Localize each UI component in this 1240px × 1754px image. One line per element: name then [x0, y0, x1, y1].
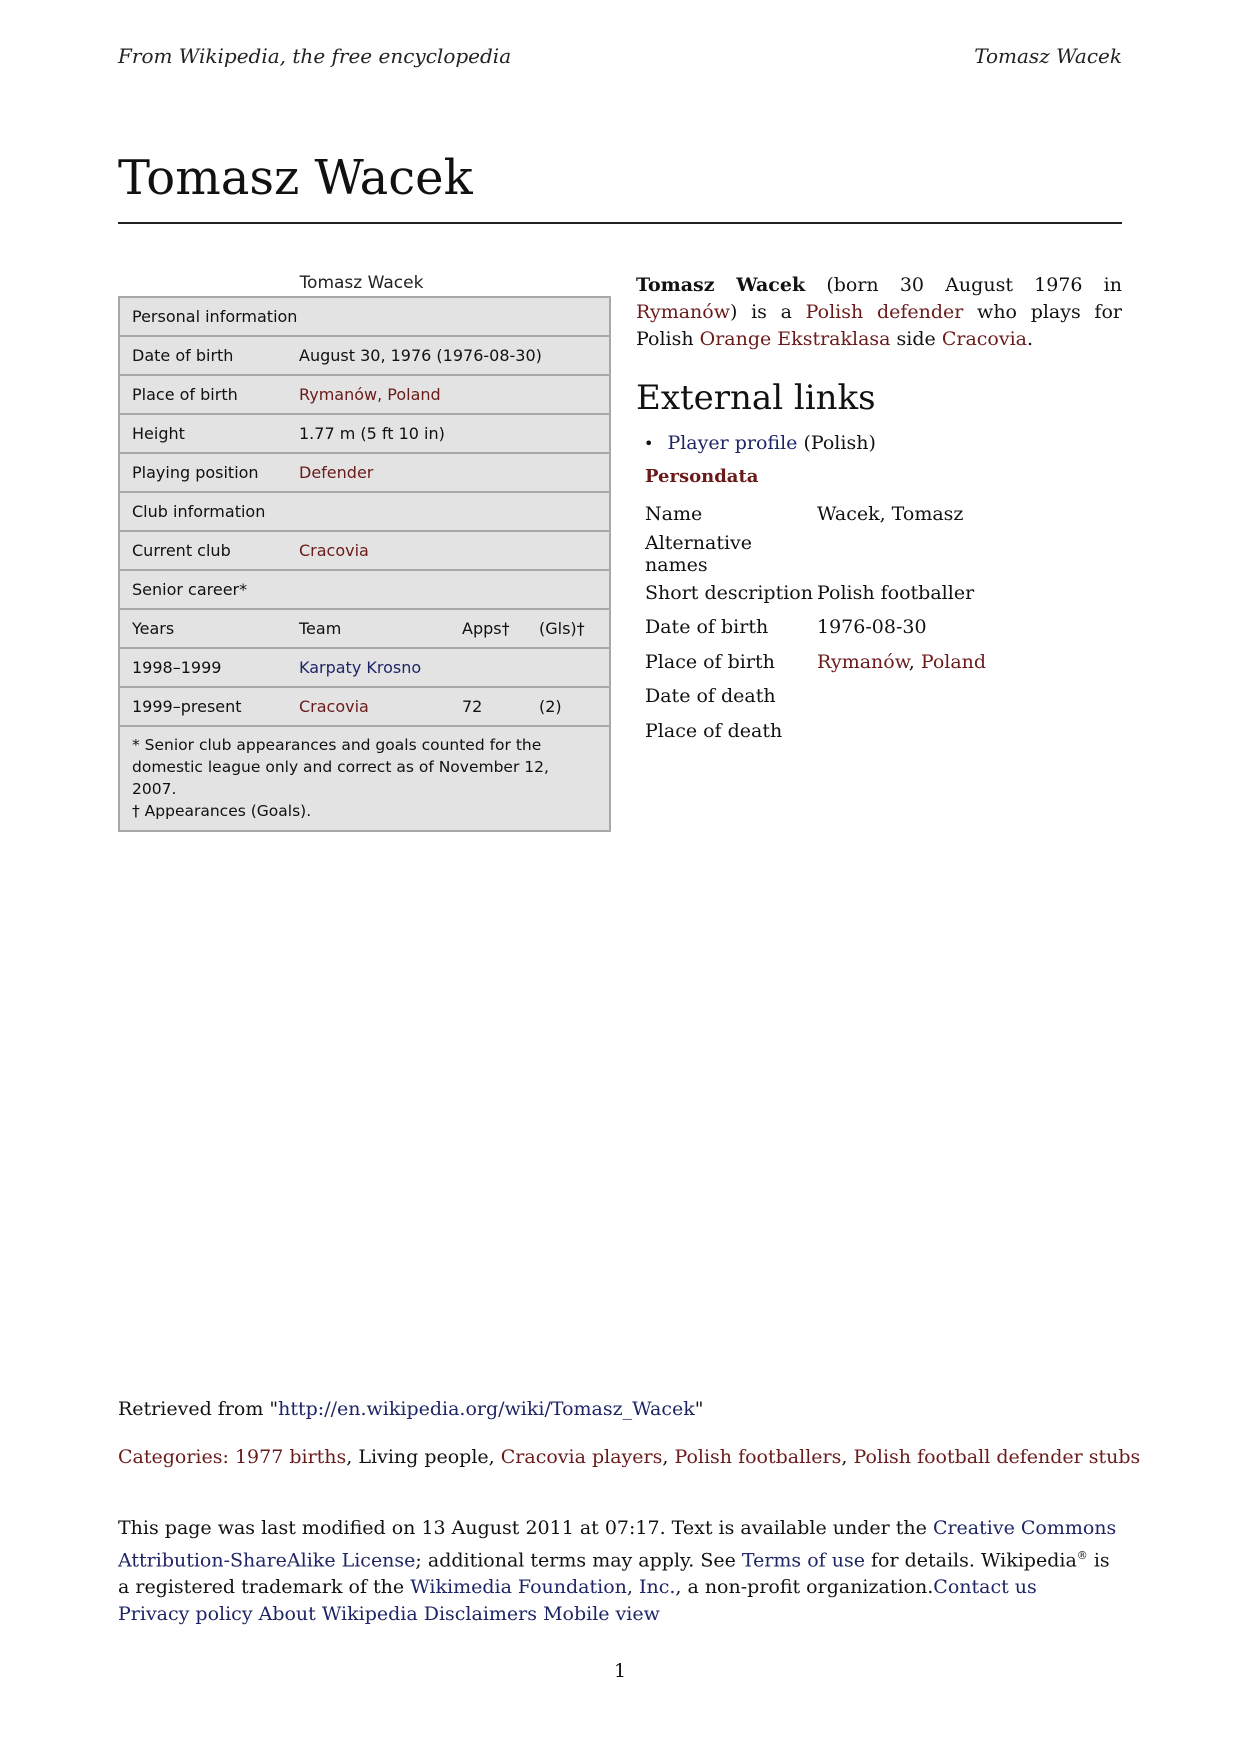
persondata-value: Polish footballer [817, 581, 975, 604]
career-years: 1998–1999 [132, 658, 222, 677]
running-header [118, 44, 1122, 68]
infobox-personal-header: Personal information [119, 297, 610, 336]
lead-text: side [890, 328, 942, 350]
career-apps: 72 [462, 697, 483, 716]
lead-league-link[interactable]: Orange Ekstraklasa [699, 328, 891, 350]
infobox-row-pob [119, 375, 610, 414]
category-sep: , [662, 1446, 675, 1468]
lead-text: (born 30 August 1976 in [805, 274, 1122, 296]
persondata-value: 1976-08-30 [817, 616, 927, 639]
wikimedia-foundation-link[interactable]: Wikimedia Foundation, Inc. [410, 1576, 676, 1599]
infobox-row-club-header [119, 492, 610, 531]
infobox-table [118, 296, 611, 832]
infobox-pob-country-link[interactable]: Poland [387, 385, 441, 404]
career-col-gls: (Gls)† [539, 619, 585, 638]
license-link[interactable]: Creative Commons Attribution-ShareAlike License [118, 1517, 1117, 1572]
table-row [645, 679, 986, 714]
legal-text: This page was last modified on 13 August 2011 at 07:17. Text is available under the [118, 1517, 933, 1539]
career-team-link[interactable]: Cracovia [299, 697, 369, 716]
career-gls: (2) [539, 697, 562, 716]
external-links-list [644, 432, 876, 454]
infobox-row-dob [119, 336, 610, 375]
infobox-row-career-columns [119, 609, 610, 648]
infobox-pob-label: Place of birth [119, 375, 287, 414]
lead-text: who plays for Polish [636, 301, 1122, 350]
page-title: Tomasz Wacek [118, 150, 473, 206]
persondata-key: Name [645, 503, 703, 526]
lead-paragraph [636, 272, 1122, 353]
category-link[interactable]: Polish football defender stubs [853, 1446, 1141, 1468]
table-row [645, 497, 986, 532]
infobox-footnote [119, 726, 610, 831]
infobox-position-link[interactable]: Defender [299, 463, 374, 482]
header-article-title: Tomasz Wacek [974, 44, 1122, 68]
category-link[interactable]: Polish footballers [674, 1446, 842, 1468]
category-link[interactable]: Living people [358, 1446, 489, 1468]
legal-text: is a registered trademark of the [118, 1549, 1110, 1599]
persondata-key: Alternative names [645, 531, 753, 576]
infobox-row-position [119, 453, 610, 492]
table-row [645, 610, 986, 645]
lead-defender-link[interactable]: Polish defender [805, 301, 964, 323]
retrieved-from [118, 1398, 703, 1420]
persondata-value [817, 679, 986, 714]
external-links-heading: External links [636, 378, 876, 418]
title-divider [118, 222, 1122, 224]
header-source: From Wikipedia, the free encyclopedia [118, 44, 512, 68]
table-row [645, 645, 986, 680]
disclaimers-link[interactable]: Disclaimers [423, 1603, 538, 1626]
category-sep: , [841, 1446, 854, 1468]
page-number: 1 [613, 1660, 627, 1682]
retrieved-prefix: Retrieved from " [118, 1398, 279, 1420]
categories-colon: : [222, 1446, 235, 1468]
persondata-town-link[interactable]: Rymanów [817, 650, 909, 673]
persondata-heading: Persondata [645, 466, 759, 487]
table-row [645, 576, 986, 611]
table-row [645, 714, 986, 749]
infobox-row-senior-header [119, 570, 610, 609]
career-years: 1999–present [132, 697, 242, 716]
career-row-2 [120, 689, 609, 724]
about-wikipedia-link[interactable]: About Wikipedia [258, 1603, 418, 1626]
infobox-pob-sep: , [377, 385, 388, 404]
lead-text: . [1027, 328, 1034, 350]
persondata-value: Wacek, Tomasz [817, 503, 964, 526]
categories-bar [118, 1446, 1140, 1468]
career-column-headers [120, 611, 609, 646]
persondata-country-link[interactable]: Poland [920, 650, 987, 673]
infobox-current-club-link[interactable]: Cracovia [299, 541, 369, 560]
list-item [644, 432, 876, 454]
persondata-table [645, 497, 986, 748]
lead-subject-name: Tomasz Wacek [636, 274, 806, 296]
infobox-current-club-value [287, 531, 610, 570]
legal-notice [118, 1515, 1122, 1628]
infobox-position-value [287, 453, 610, 492]
career-team-link[interactable]: Karpaty Krosno [299, 658, 422, 677]
lead-text: ) is a [730, 301, 806, 323]
infobox-position-label: Playing position [119, 453, 287, 492]
infobox-caption: Tomasz Wacek [299, 273, 424, 293]
legal-text: , a non-profit organization. [675, 1576, 934, 1599]
infobox-club-header: Club information [119, 492, 610, 531]
table-row [119, 687, 610, 726]
contact-us-link[interactable]: Contact us [933, 1576, 1037, 1599]
career-col-apps: Apps† [462, 619, 510, 638]
infobox-row-height [119, 414, 610, 453]
player-profile-language: (Polish) [797, 432, 876, 454]
legal-text: for details. Wikipedia [864, 1549, 1077, 1572]
infobox-row-footnote [119, 726, 610, 831]
infobox-senior-header: Senior career* [119, 570, 610, 609]
infobox-row-current-club [119, 531, 610, 570]
registered-mark: ® [1076, 1549, 1088, 1562]
persondata-key: Short description [645, 581, 813, 604]
persondata-value [817, 532, 986, 576]
table-row [119, 648, 610, 687]
persondata-key: Place of birth [645, 650, 775, 673]
persondata-key: Place of death [645, 719, 783, 742]
infobox-current-club-label: Current club [119, 531, 287, 570]
table-row [645, 532, 986, 576]
terms-of-use-link[interactable]: Terms of use [741, 1549, 865, 1572]
persondata-value [817, 645, 986, 680]
retrieved-url-link[interactable]: http://en.wikipedia.org/wiki/Tomasz_Wacek [278, 1398, 695, 1420]
infobox [118, 270, 605, 832]
categories-label-link[interactable]: Categories [118, 1446, 223, 1468]
persondata-key: Date of death [645, 685, 776, 708]
category-sep: , [346, 1446, 359, 1468]
mobile-view-link[interactable]: Mobile view [543, 1603, 660, 1626]
infobox-pob-town-link[interactable]: Rymanów [299, 385, 378, 404]
infobox-pob-value [287, 375, 610, 414]
category-sep: , [488, 1446, 501, 1468]
career-row-1 [120, 650, 609, 685]
career-col-team: Team [299, 619, 342, 638]
infobox-row-personal-header [119, 297, 610, 336]
player-profile-link[interactable]: Player profile [667, 432, 798, 454]
infobox-height-label: Height [119, 414, 287, 453]
infobox-dob-value: August 30, 1976 (1976-08-30) [287, 336, 610, 375]
persondata-key: Date of birth [645, 616, 769, 639]
footnote-senior-career: * Senior club appearances and goals counted for the domestic league only and correct as of November 12, 2007. [132, 736, 549, 798]
retrieved-suffix: " [694, 1398, 704, 1420]
footnote-appearances: † Appearances (Goals). [132, 802, 312, 820]
privacy-policy-link[interactable]: Privacy policy [118, 1603, 253, 1626]
career-col-years: Years [132, 619, 175, 638]
persondata-value [817, 714, 986, 749]
infobox-height-value: 1.77 m (5 ft 10 in) [287, 414, 610, 453]
legal-text: ; additional terms may apply. See [415, 1549, 742, 1572]
persondata-sep: , [908, 650, 921, 673]
lead-town-link[interactable]: Rymanów [636, 301, 730, 323]
lead-club-link[interactable]: Cracovia [941, 328, 1027, 350]
category-link[interactable]: 1977 births [234, 1446, 347, 1468]
infobox-dob-label: Date of birth [119, 336, 287, 375]
category-link[interactable]: Cracovia players [500, 1446, 663, 1468]
